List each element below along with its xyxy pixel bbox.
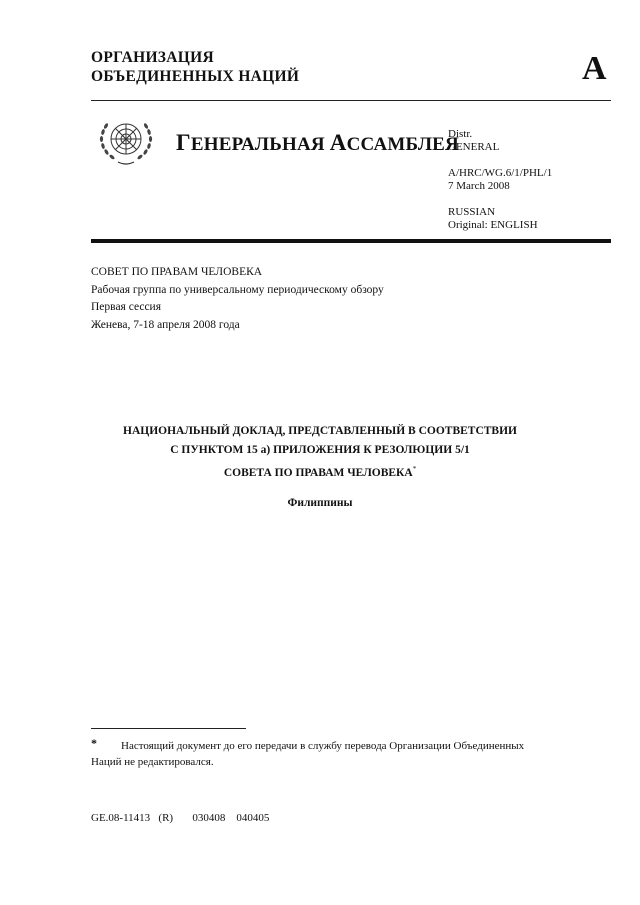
job-number: GE.08-11413 (R) 030408 040405	[91, 812, 270, 824]
footnote-divider	[91, 728, 246, 729]
org-line-1: ОРГАНИЗАЦИЯ	[91, 49, 214, 66]
meeting-info	[91, 264, 384, 334]
distr-label: Distr.	[448, 128, 473, 140]
session: Первая сессия	[91, 301, 161, 313]
country-name: Филиппины	[287, 497, 353, 509]
un-emblem-icon	[96, 112, 156, 168]
council-name: СОВЕТ ПО ПРАВАМ ЧЕЛОВЕКА	[91, 266, 263, 278]
assembly-name	[176, 130, 459, 156]
report-title	[0, 422, 640, 483]
distribution-block	[448, 128, 552, 232]
header-divider	[91, 100, 611, 101]
organization-name	[91, 48, 299, 86]
title-line-3: СОВЕТА ПО ПРАВАМ ЧЕЛОВЕКА	[223, 466, 413, 479]
thick-divider	[91, 239, 611, 243]
footnote-text: Настоящий документ до его передачи в службу перевода Организации Объединенных Наций не редактировался.	[91, 740, 525, 768]
footnote-reference: *	[412, 465, 417, 473]
document-language: RUSSIAN	[448, 206, 496, 218]
title-line-1: НАЦИОНАЛЬНЫЙ ДОКЛАД, ПРЕДСТАВЛЕННЫЙ В СООТВЕТСТВИИ	[123, 425, 517, 437]
place-dates: Женева, 7-18 апреля 2008 года	[91, 318, 240, 331]
assembly-cap-1: Г	[176, 130, 191, 155]
document-series-letter: A	[582, 50, 607, 87]
document-date: 7 March 2008	[448, 180, 510, 192]
assembly-cap-2: А	[329, 130, 347, 155]
assembly-rest-2: ССАМБЛЕЯ	[346, 134, 459, 155]
org-line-2: ОБЪЕДИНЕННЫХ НАЦИЙ	[91, 68, 300, 85]
title-line-2: С ПУНКТОМ 15 а) ПРИЛОЖЕНИЯ К РЕЗОЛЮЦИИ 5/1	[170, 444, 470, 456]
working-group: Рабочая группа по универсальному периодическому обзору	[91, 283, 384, 296]
assembly-rest-1: ЕНЕРАЛЬНАЯ	[190, 134, 330, 155]
original-language: Original: ENGLISH	[448, 219, 538, 231]
footnote-mark: *	[91, 736, 97, 750]
document-symbol: A/HRC/WG.6/1/PHL/1	[448, 167, 553, 179]
distr-value: GENERAL	[448, 141, 500, 153]
